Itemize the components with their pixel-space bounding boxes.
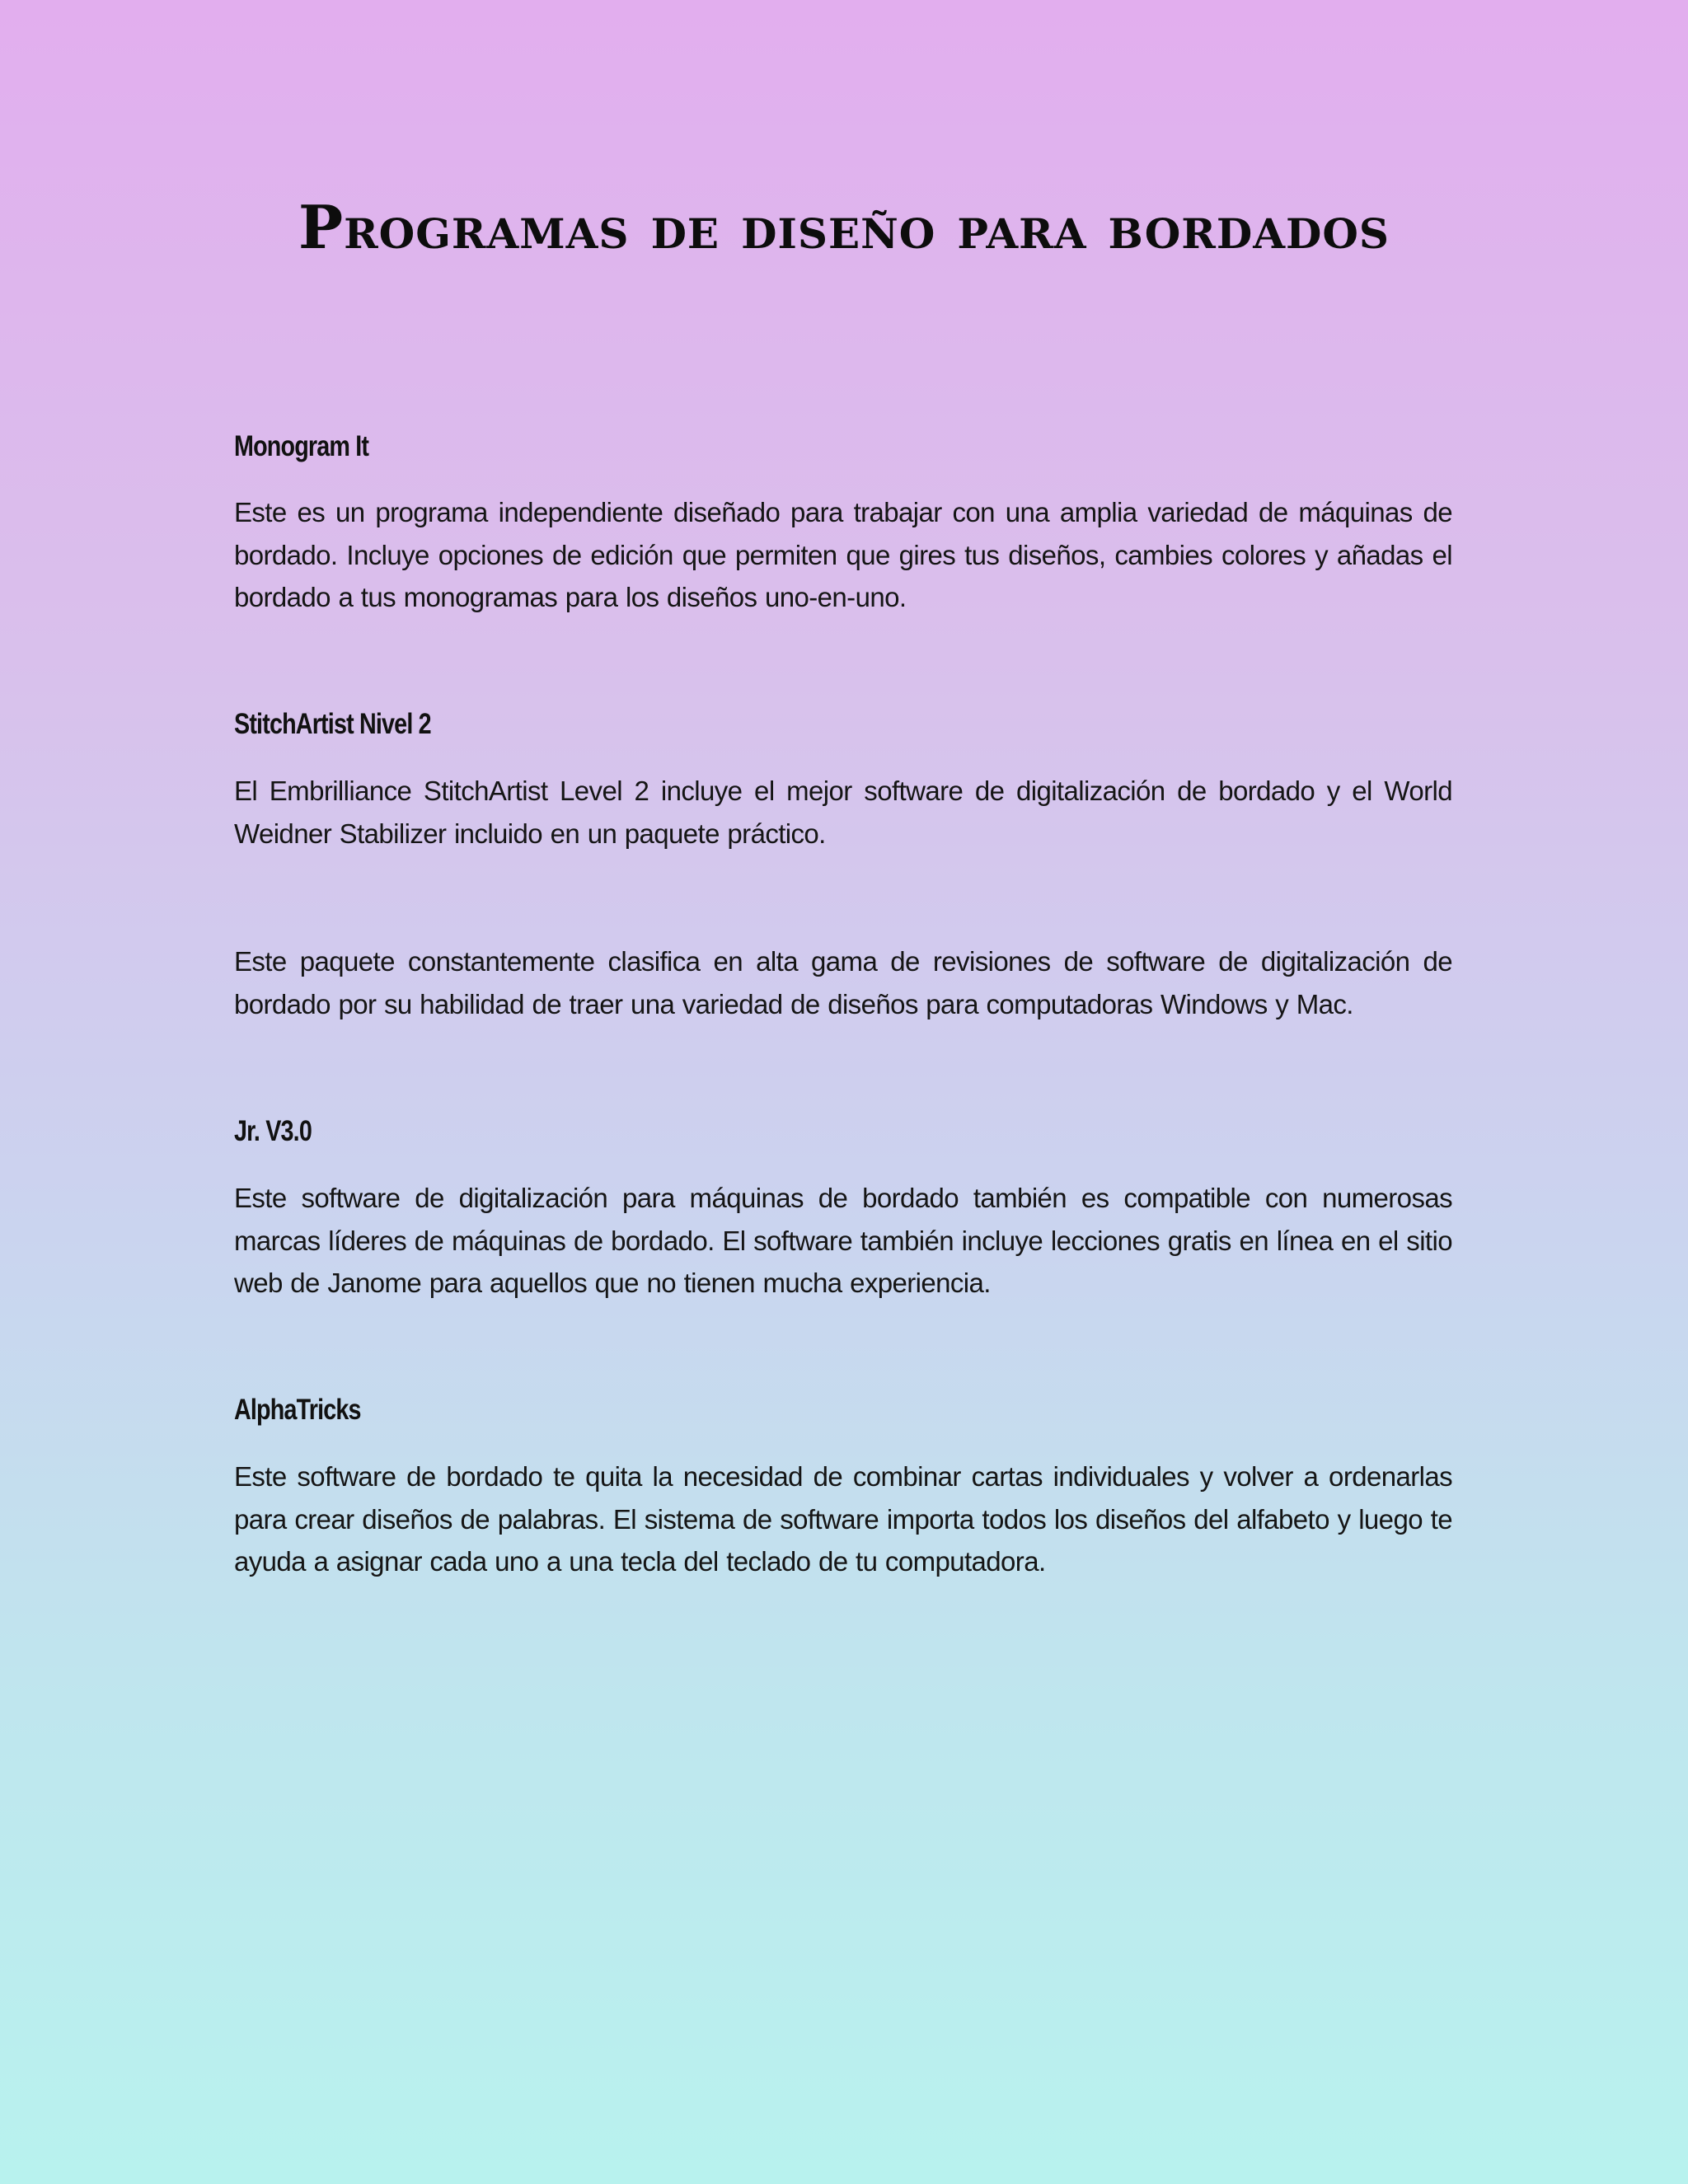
section-heading-stitchartist: StitchArtist Nivel 2 bbox=[234, 708, 431, 740]
page-title: Programas de diseño para bordados bbox=[298, 192, 1390, 262]
section-paragraph-alphatricks: Este software de bordado te quita la necesidad de combinar cartas individuales y volver a ordenarlas para crear diseños de palabras. El sistema de software importa todos los diseños del alfabeto y luego te ayuda a asignar cada uno a una tecla del teclado de tu computadora. bbox=[234, 1461, 1452, 1577]
section-paragraph-stitchartist-2: Este paquete constantemente clasifica en alta gama de revisiones de software de digitalización de bordado por su habilidad de traer una variedad de diseños para computadoras Windows y Mac. bbox=[234, 946, 1452, 1019]
section-heading-alphatricks: AlphaTricks bbox=[234, 1394, 361, 1426]
section-heading-jr-v3: Jr. V3.0 bbox=[234, 1115, 312, 1147]
section-heading-monogram-it: Monogram It bbox=[234, 430, 369, 462]
section-paragraph-monogram-it: Este es un programa independiente diseñado para trabajar con una amplia variedad de máquinas de bordado. Incluye opciones de edición que permiten que gires tus diseños, cambies colores y añadas el bordado a tus monogramas para los diseños uno-en-uno. bbox=[234, 497, 1452, 612]
section-paragraph-jr-v3: Este software de digitalización para máquinas de bordado también es compatible con numerosas marcas líderes de máquinas de bordado. El software también incluye lecciones gratis en línea en el sitio web de Janome para aquellos que no tienen mucha experiencia. bbox=[234, 1183, 1452, 1298]
section-paragraph-stitchartist-1: El Embrilliance StitchArtist Level 2 incluye el mejor software de digitalización de bordado y el World Weidner Stabilizer incluido en un paquete práctico. bbox=[234, 776, 1452, 849]
